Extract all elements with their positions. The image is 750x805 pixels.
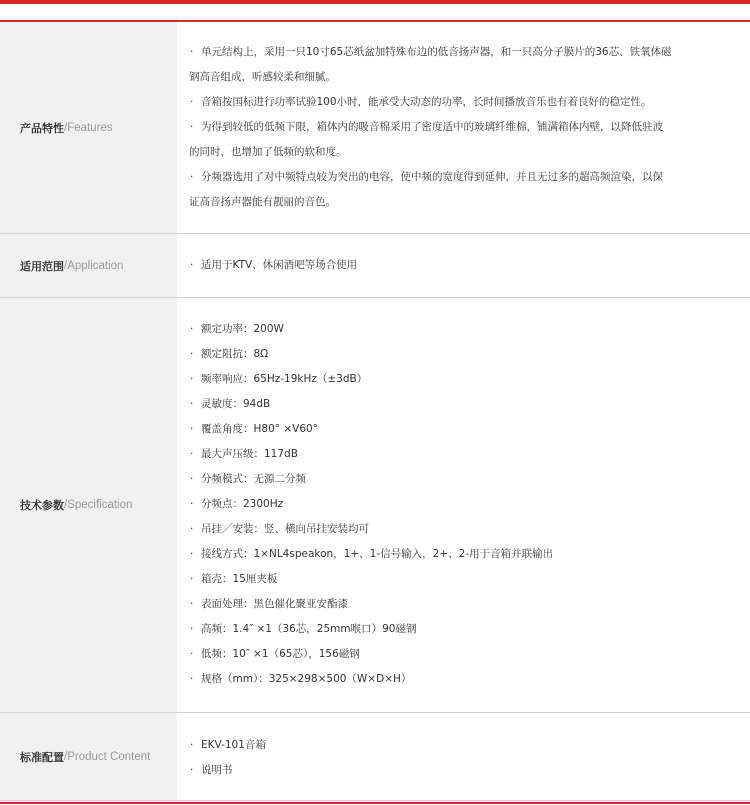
spec-line: · 额定阻抗：8Ω	[189, 342, 750, 367]
label-cn: 标准配置	[20, 750, 64, 764]
spec-line: · 箱壳：15厘夹板	[189, 567, 750, 592]
spec-line: · 高频：1.4″ ×1（36芯，25mm喉口）90磁钢	[189, 617, 750, 642]
row-label	[0, 713, 177, 800]
row-content	[177, 298, 750, 712]
label-en: /Specification	[64, 499, 133, 511]
spec-line: · 分频点：2300Hz	[189, 492, 750, 517]
spec-line: · 分频模式：无源二分频	[189, 467, 750, 492]
bottom-accent-line	[0, 802, 750, 804]
label-en: /Application	[64, 259, 124, 272]
bullet-line: · 适用于KTV、休闲酒吧等场合使用	[189, 253, 357, 278]
row-application	[0, 234, 750, 298]
top-accent-bar	[0, 0, 750, 4]
row-content	[177, 713, 750, 800]
label-en: /Product Content	[64, 750, 151, 763]
spec-line: · 规格（mm）：325×298×500（W×D×H）	[189, 667, 750, 692]
row-label	[0, 22, 177, 233]
label-en: /Features	[64, 121, 113, 134]
spec-line: · 额定功率：200W	[189, 317, 750, 342]
row-label	[0, 234, 177, 297]
spec-line: · 低频：10″ ×1（65芯），156磁钢	[189, 642, 750, 667]
spec-line: · 覆盖角度：H80° ×V60°	[189, 417, 750, 442]
row-specification	[0, 298, 750, 713]
label-cn: 产品特性	[20, 121, 64, 135]
spec-line: · 接线方式：1×NL4speakon，1+、1-信号输入，2+、2-用于音箱并联输出	[189, 542, 750, 567]
row-content	[177, 234, 750, 297]
continued-line: 证高音扬声器能有靓丽的音色。	[189, 196, 336, 208]
continued-line: 钢高音组成，听感较柔和细腻。	[189, 71, 336, 83]
row-label	[0, 298, 177, 712]
row-product-content	[0, 713, 750, 801]
spec-line: · 灵敏度：94dB	[189, 392, 750, 417]
spec-line: · 表面处理：黑色催化聚亚安酯漆	[189, 592, 750, 617]
spec-table	[0, 20, 750, 801]
row-features	[0, 22, 750, 234]
bullet-line: · 单元结构上，采用一只10寸65芯纸盆加特殊布边的低音扬声器，和一只高分子膜片的36芯、铁氧体磁	[189, 40, 750, 65]
row-content	[177, 22, 750, 233]
spec-line: · 吊挂／安装：竖、横向吊挂安装均可	[189, 517, 750, 542]
bullet-line: · 说明书	[189, 758, 750, 783]
continued-line: 的同时，也增加了低频的软和度。	[189, 146, 347, 158]
bullet-line: · 分频器选用了对中频特点较为突出的电容，使中频的宽度得到延伸，并且无过多的超高频渲染，以保	[189, 165, 750, 190]
bullet-line: · EKV-101音箱	[189, 733, 750, 758]
bullet-line: · 为得到较低的低频下限，箱体内的吸音棉采用了密度适中的玻璃纤维棉，铺满箱体内壁，以降低驻波	[189, 115, 750, 140]
bullet-line: · 音箱按国标进行功率试验100小时，能承受大动态的功率，长时间播放音乐也有着良好的稳定性。	[189, 90, 750, 115]
label-cn: 适用范围	[20, 259, 64, 273]
spec-line: · 频率响应：65Hz-19kHz（±3dB）	[189, 367, 750, 392]
label-cn: 技术参数	[20, 499, 64, 512]
spec-line: · 最大声压级：117dB	[189, 442, 750, 467]
